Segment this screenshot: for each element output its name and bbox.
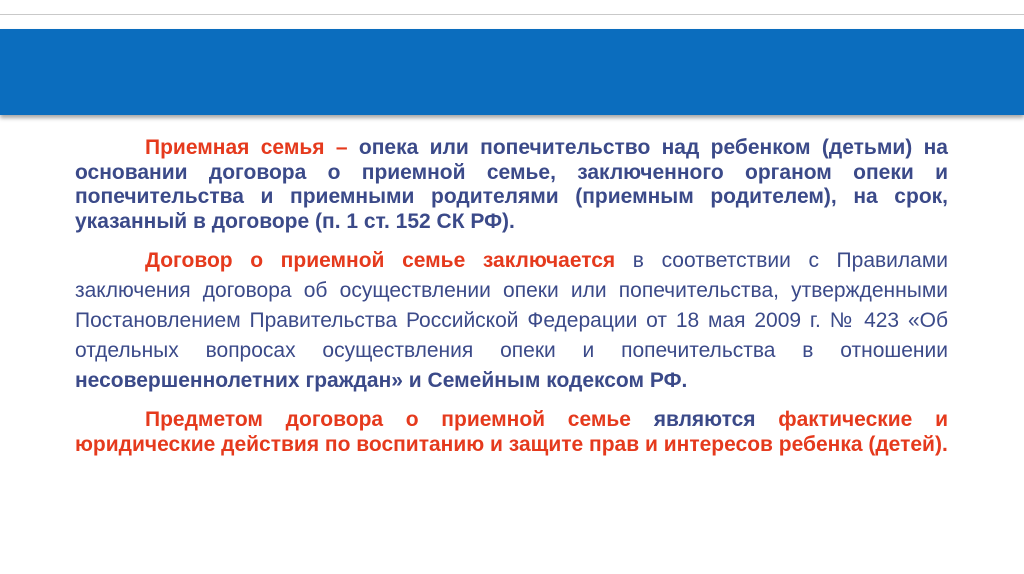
contract-rules-text: в соответствии с Правилами заключения договора об осуществлении опеки или попечительства, утвержденными Постановлением Правительства Российской Федерации от 18 мая 2009 г. № 423 «Об отдельных вопросах осуществления опеки и попечительства в отношении bbox=[75, 249, 948, 362]
term-contract-subject: Предметом договора о приемной семье bbox=[145, 408, 631, 431]
header-banner bbox=[0, 29, 1024, 115]
term-foster-family: Приемная семья – bbox=[145, 136, 348, 159]
definition-text: опека или попечительство над ребенком (детьми) на основании договора о приемной семье, заключенного органом опеки и попечительства и приемными родителями (приемным родителем), на срок, указанный в договоре (п. 1 ст. 152 СК РФ). bbox=[75, 136, 948, 233]
subject-actions-text: фактические и юридические действия по воспитанию и защите прав и интересов ребенка (детей). bbox=[75, 408, 948, 456]
paragraph-foster-family-definition bbox=[75, 136, 948, 234]
slide-body bbox=[75, 136, 948, 457]
top-divider-line bbox=[0, 14, 1024, 15]
paragraph-contract-conclusion bbox=[75, 246, 948, 396]
subject-connector-text: являются bbox=[631, 408, 779, 431]
contract-rules-text-end: несовершеннолетних граждан» и Семейным кодексом РФ. bbox=[75, 369, 688, 392]
term-contract-conclusion: Договор о приемной семье заключается bbox=[145, 249, 616, 272]
paragraph-contract-subject bbox=[75, 408, 948, 457]
